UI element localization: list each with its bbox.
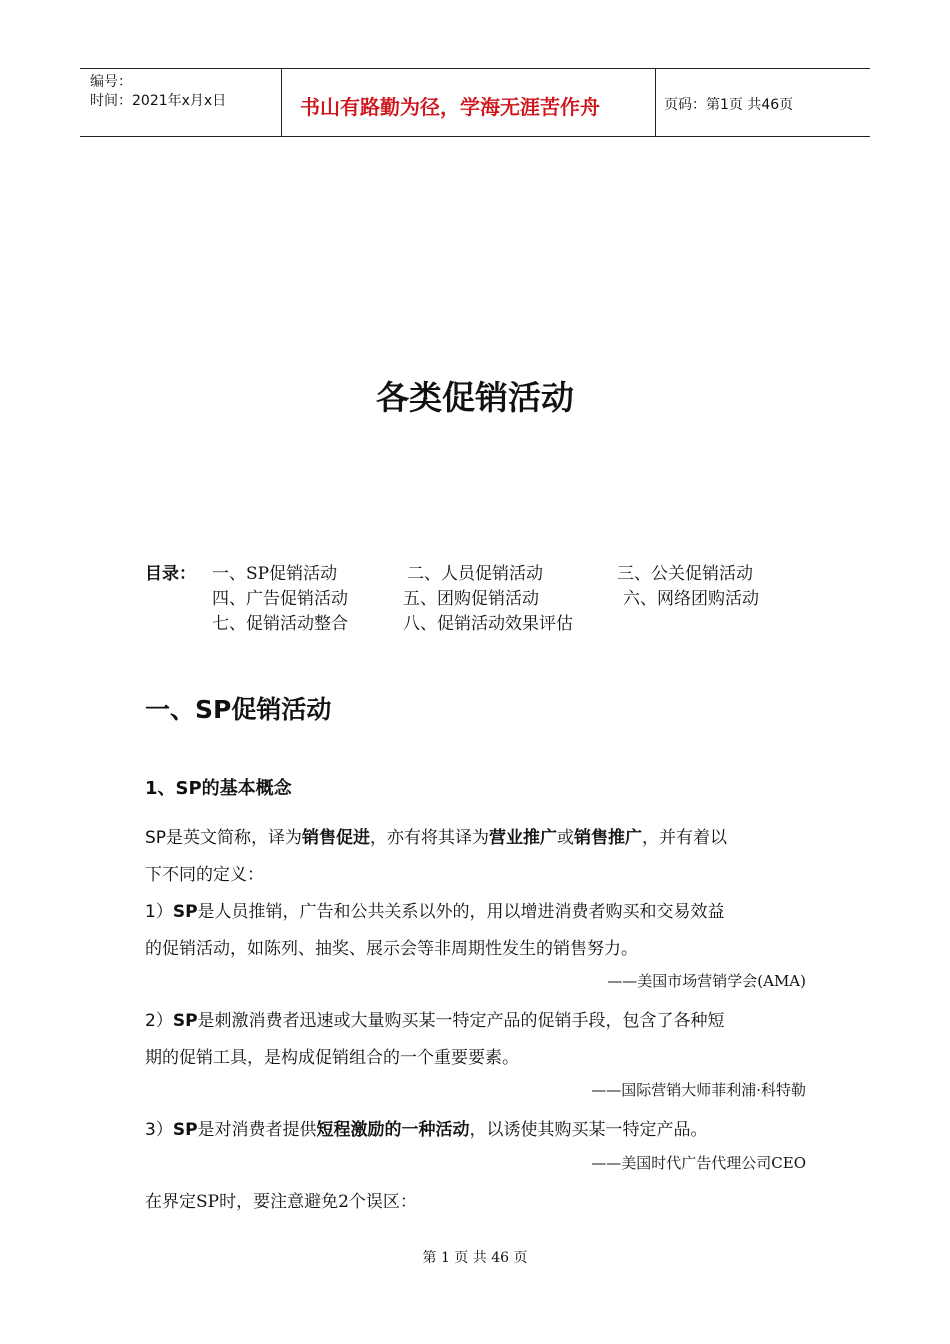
closing-line: 在界定SP时，要注意避免2个误区： (145, 1192, 417, 1212)
intro-line-1 (145, 823, 727, 848)
page-info: 页码：第1页 共46页 (664, 97, 794, 113)
subsection-heading: 1、SP的基本概念 (145, 778, 292, 799)
definition-number: 3） (145, 1120, 173, 1140)
text-run: ，亦有将其译为 (370, 828, 490, 848)
section-heading: 一、SP促销活动 (145, 695, 332, 724)
bold-term: 销售推广 (574, 828, 643, 848)
toc-item: 六、网络团购活动 (623, 589, 759, 609)
header-bottom-border (80, 136, 870, 137)
text-run: 是刺激消费者迅速或大量购买某一特定产品的促销手段，包含了各种短 (197, 1011, 725, 1031)
definition-1-line-2: 的促销活动，如陈列、抽奖、展示会等非周期性发生的销售努力。 (145, 939, 638, 959)
sp-term: SP (172, 1120, 198, 1140)
definition-2-line-2: 期的促销工具，是构成促销组合的一个重要要素。 (145, 1048, 519, 1068)
definition-1-line-1 (145, 897, 725, 922)
sp-term: SP (145, 828, 167, 848)
text-run: 或 (557, 828, 575, 848)
header-divider-left (281, 68, 282, 136)
sp-term: SP (172, 902, 198, 922)
definition-2-line-1 (145, 1006, 725, 1031)
sp-term: SP (172, 1011, 198, 1031)
toc-item: 五、团购促销活动 (403, 589, 539, 609)
document-title: 各类促销活动 (376, 378, 574, 417)
text-run: 是人员推销，广告和公共关系以外的，用以增进消费者购买和交易效益 (197, 902, 725, 922)
serial-label: 编号： (90, 74, 132, 90)
text-run: 是英文简称，译为 (166, 828, 303, 848)
definition-2-source: ——国际营销大师菲利浦·科特勒 (591, 1081, 806, 1099)
text-run: ，并有着以 (642, 828, 728, 848)
date-label: 时间：2021年x月x日 (90, 93, 227, 109)
bold-term: 短程激励的一种活动 (316, 1120, 470, 1140)
toc-item: 八、促销活动效果评估 (403, 614, 573, 634)
toc-item: 七、促销活动整合 (212, 614, 348, 634)
definition-number: 2） (145, 1011, 173, 1031)
header-top-border (80, 68, 870, 69)
toc-item: 二、人员促销活动 (407, 564, 543, 584)
definition-3-line-1 (145, 1115, 708, 1140)
definition-3-source: ——美国时代广告代理公司CEO (591, 1154, 806, 1172)
toc-item: 四、广告促销活动 (212, 589, 348, 609)
page-footer: 第 1 页 共 46 页 (422, 1250, 528, 1266)
toc-item: 一、SP促销活动 (212, 564, 338, 584)
text-run: 是对消费者提供 (197, 1120, 317, 1140)
bold-term: 营业推广 (489, 828, 558, 848)
definition-number: 1） (145, 902, 173, 922)
intro-line-2: 下不同的定义： (145, 865, 264, 885)
definition-1-source: ——美国市场营销学会(AMA) (607, 972, 806, 990)
bold-term: 销售促进 (302, 828, 371, 848)
toc-item: 三、公关促销活动 (617, 564, 753, 584)
text-run: ，以诱使其购买某一特定产品。 (469, 1120, 708, 1140)
header-motto: 书山有路勤为径，学海无涯苦作舟 (300, 95, 600, 119)
toc-label: 目录： (145, 564, 196, 584)
header-divider-right (655, 68, 656, 136)
